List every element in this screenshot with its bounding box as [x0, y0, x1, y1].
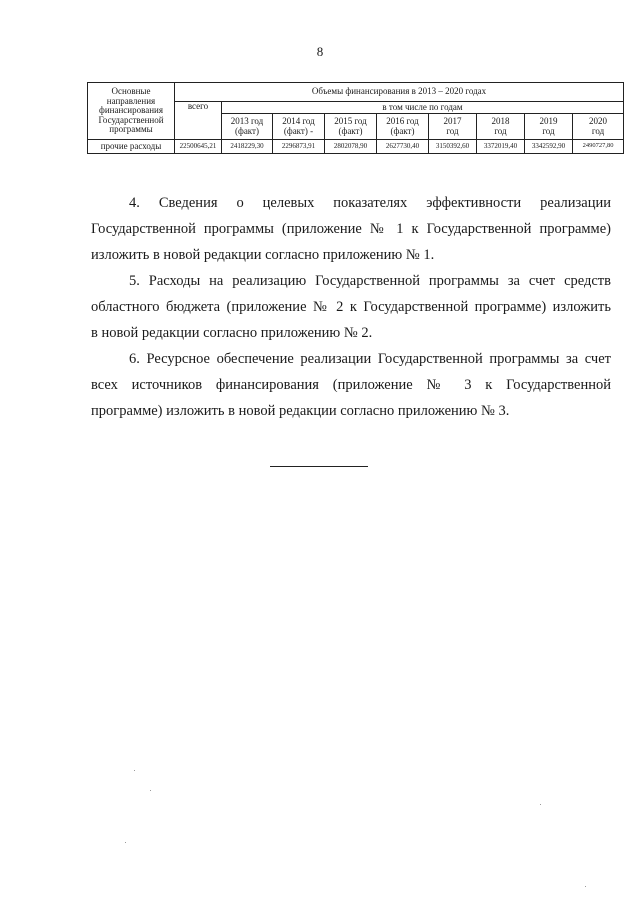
scan-speck	[150, 790, 151, 791]
row-value: 2418229,30	[222, 140, 273, 154]
header-by-years: в том числе по годам	[222, 102, 624, 114]
row-value: 3150392,60	[429, 140, 477, 154]
row-value: 3342592,90	[525, 140, 573, 154]
paragraph-line: всех источников финансирования (приложение № 3 к Государственной	[91, 377, 611, 393]
page-number: 8	[316, 44, 324, 59]
row-value: 2627730,40	[377, 140, 429, 154]
paragraph-4	[91, 190, 611, 268]
header-directions: Основные направления финансирования Государственной программы	[88, 83, 175, 140]
year-header: 2015 год (факт)	[325, 114, 377, 140]
year-header: 2019 год	[525, 114, 573, 140]
year-header: 2016 год (факт)	[377, 114, 429, 140]
year-header: 2017 год	[429, 114, 477, 140]
paragraph-line: областного бюджета (приложение № 2 к Государственной программе) изложить	[91, 299, 611, 315]
row-label: прочие расходы	[88, 140, 175, 154]
row-value: 2490727,80	[573, 140, 624, 154]
row-value: 3372019,40	[477, 140, 525, 154]
year-header: 2018 год	[477, 114, 525, 140]
financing-table	[87, 82, 624, 154]
paragraph-line: программе) изложить в новой редакции согласно приложению № 3.	[91, 403, 510, 419]
scan-speck	[585, 886, 586, 887]
header-volumes: Объемы финансирования в 2013 – 2020 годах	[175, 83, 624, 102]
separator-line	[270, 466, 368, 467]
paragraph-5	[91, 268, 611, 346]
paragraph-line: 5. Расходы на реализацию Государственной программы за счет средств	[129, 273, 611, 289]
row-value: 2296873,91	[273, 140, 325, 154]
scan-speck	[125, 842, 126, 843]
paragraph-line: в новой редакции согласно приложению № 2.	[91, 325, 373, 341]
scan-speck	[134, 770, 135, 771]
paragraph-line: 6. Ресурсное обеспечение реализации Государственной программы за счет	[129, 351, 611, 367]
paragraph-line: 4. Сведения о целевых показателях эффективности реализации	[129, 195, 611, 211]
header-total: всего	[175, 102, 222, 140]
year-header: 2014 год (факт) -	[273, 114, 325, 140]
paragraph-line: Государственной программы (приложение № 1 к Государственной программе)	[91, 221, 611, 237]
row-total: 22500645,21	[175, 140, 222, 154]
table-row	[88, 140, 624, 154]
year-header: 2013 год (факт)	[222, 114, 273, 140]
paragraph-6	[91, 346, 611, 424]
scan-speck	[540, 804, 541, 805]
row-value: 2802078,90	[325, 140, 377, 154]
year-header: 2020 год	[573, 114, 624, 140]
paragraph-line: изложить в новой редакции согласно приложению № 1.	[91, 247, 435, 263]
